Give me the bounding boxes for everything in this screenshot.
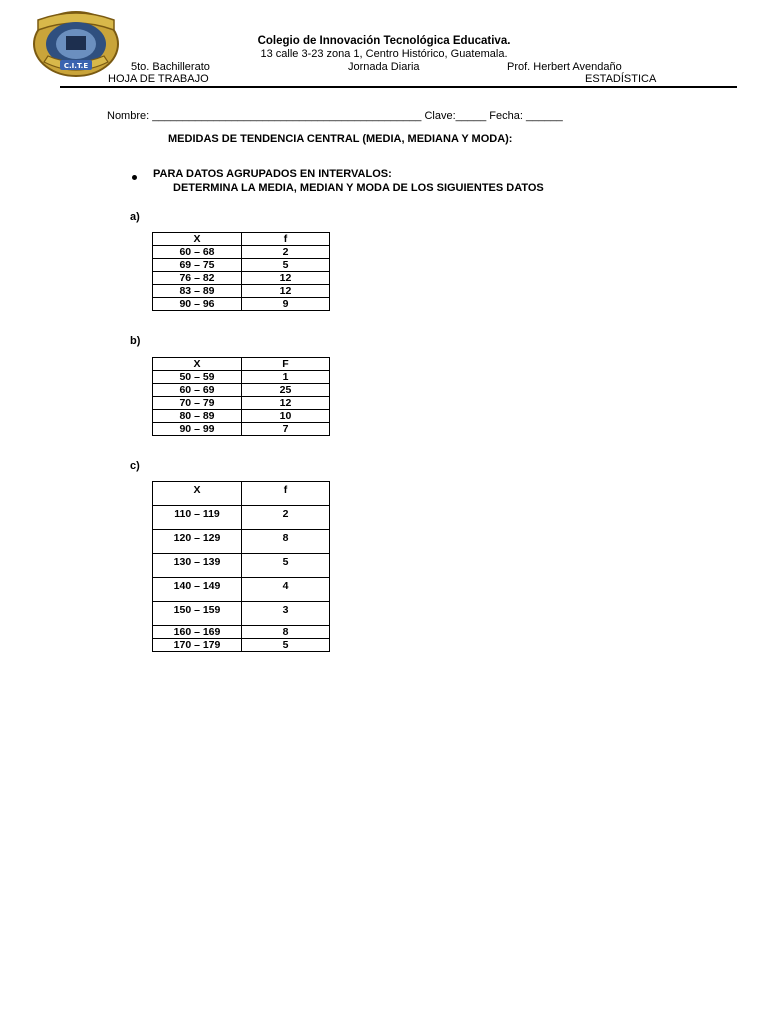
frequency-cell: 4 [242, 578, 330, 602]
frequency-cell: 12 [242, 285, 330, 298]
interval-cell: 170 – 179 [153, 639, 242, 652]
interval-cell: 76 – 82 [153, 272, 242, 285]
interval-cell: 110 – 119 [153, 506, 242, 530]
frequency-cell: 12 [242, 272, 330, 285]
school-name: Colegio de Innovación Tecnológica Educativa. [257, 35, 511, 47]
table-header-x: X [153, 358, 242, 371]
exercise-b-label: b) [130, 335, 141, 347]
table-header-x: X [153, 233, 242, 246]
student-info-line: Nombre: ____________________________________________ Clave:_____ Fecha: ______ [107, 110, 563, 122]
interval-cell: 70 – 79 [153, 397, 242, 410]
interval-cell: 90 – 99 [153, 423, 242, 436]
instruction-line-1: PARA DATOS AGRUPADOS EN INTERVALOS: [153, 168, 392, 180]
table-row [153, 259, 330, 272]
interval-cell: 50 – 59 [153, 371, 242, 384]
table-header-f: F [242, 358, 330, 371]
table-row [153, 298, 330, 311]
frequency-cell: 25 [242, 384, 330, 397]
table-row [153, 371, 330, 384]
table-header-row [153, 233, 330, 246]
frequency-cell: 2 [242, 246, 330, 259]
table-row [153, 423, 330, 436]
worksheet-title: MEDIDAS DE TENDENCIA CENTRAL (MEDIA, MEDIANA Y MODA): [168, 133, 513, 145]
interval-cell: 160 – 169 [153, 626, 242, 639]
frequency-cell: 8 [242, 626, 330, 639]
exercise-a-label: a) [130, 211, 140, 223]
exercise-c-label: c) [130, 460, 140, 472]
table-row [153, 384, 330, 397]
frequency-cell: 10 [242, 410, 330, 423]
table-row [153, 506, 330, 530]
interval-cell: 130 – 139 [153, 554, 242, 578]
school-address: 13 calle 3-23 zona 1, Centro Histórico, Guatemala. [260, 48, 508, 60]
frequency-cell: 12 [242, 397, 330, 410]
teacher-name: Prof. Herbert Avendaño [507, 61, 622, 73]
interval-cell: 150 – 159 [153, 602, 242, 626]
frequency-table-a [152, 232, 330, 311]
table-header-x: X [153, 482, 242, 506]
table-row [153, 272, 330, 285]
frequency-cell: 3 [242, 602, 330, 626]
instruction-line-2: DETERMINA LA MEDIA, MEDIAN Y MODA DE LOS SIGUIENTES DATOS [173, 182, 544, 194]
interval-cell: 83 – 89 [153, 285, 242, 298]
frequency-table-c [152, 481, 330, 652]
frequency-cell: 5 [242, 639, 330, 652]
interval-cell: 140 – 149 [153, 578, 242, 602]
interval-cell: 120 – 129 [153, 530, 242, 554]
subject-name: ESTADÍSTICA [585, 73, 657, 85]
frequency-cell: 2 [242, 506, 330, 530]
frequency-cell: 5 [242, 259, 330, 272]
table-row [153, 285, 330, 298]
logo-text: C.I.T.E [63, 62, 89, 70]
table-row [153, 397, 330, 410]
frequency-table-b [152, 357, 330, 436]
table-header-f: f [242, 233, 330, 246]
frequency-cell: 5 [242, 554, 330, 578]
table-row [153, 602, 330, 626]
frequency-cell: 7 [242, 423, 330, 436]
grade-label: 5to. Bachillerato [131, 61, 210, 73]
table-header-row [153, 482, 330, 506]
table-row [153, 410, 330, 423]
table-row [153, 578, 330, 602]
frequency-cell: 1 [242, 371, 330, 384]
interval-cell: 69 – 75 [153, 259, 242, 272]
interval-cell: 80 – 89 [153, 410, 242, 423]
header-divider [60, 86, 737, 88]
table-row [153, 246, 330, 259]
table-header-row [153, 358, 330, 371]
interval-cell: 60 – 69 [153, 384, 242, 397]
bullet-icon [132, 175, 137, 180]
table-row [153, 626, 330, 639]
table-row [153, 530, 330, 554]
table-row [153, 554, 330, 578]
interval-cell: 60 – 68 [153, 246, 242, 259]
schedule-label: Jornada Diaria [348, 61, 420, 73]
frequency-cell: 8 [242, 530, 330, 554]
interval-cell: 90 – 96 [153, 298, 242, 311]
table-header-f: f [242, 482, 330, 506]
frequency-cell: 9 [242, 298, 330, 311]
table-row [153, 639, 330, 652]
sheet-type: HOJA DE TRABAJO [108, 73, 209, 85]
